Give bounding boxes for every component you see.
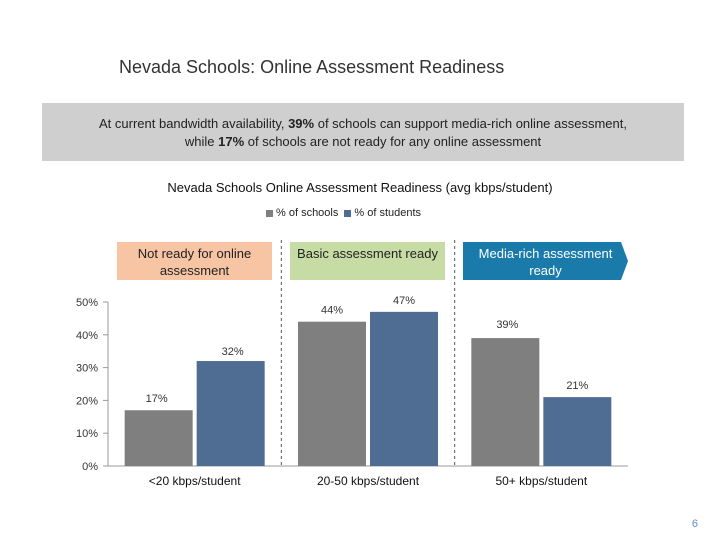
band-not-ready: Not ready for online assessment (117, 242, 272, 280)
bar-students (543, 397, 611, 466)
slide-title: Nevada Schools: Online Assessment Readiness (119, 57, 505, 77)
bar-value-label: 32% (221, 346, 244, 359)
bar-students (370, 312, 438, 466)
callout-highlight: 39% (288, 116, 315, 131)
y-tick-label: 20% (75, 395, 98, 408)
bar-schools (298, 322, 366, 466)
bar-value-label: 44% (320, 304, 344, 317)
legend-label-schools: % of schools (276, 207, 339, 219)
callout-text: of schools can support media-rich online assessment, (314, 116, 627, 131)
callout-highlight: 17% (218, 134, 245, 149)
bar-value-label: 39% (496, 319, 519, 332)
bar-value-label: 21% (566, 380, 589, 393)
callout-text: of schools are not ready for any online assessment (244, 134, 542, 149)
y-tick-label: 10% (75, 428, 98, 441)
bar-schools (471, 338, 539, 466)
bar-schools (125, 410, 193, 466)
chart-title: Nevada Schools Online Assessment Readiness (avg kbps/student) (167, 180, 553, 195)
x-category-label: <20 kbps/student (148, 474, 241, 488)
y-tick-label: 40% (75, 329, 98, 342)
y-tick-label: 30% (75, 362, 98, 375)
y-tick-label: 0% (82, 461, 98, 473)
x-category-label: 20-50 kbps/student (316, 474, 420, 488)
callout-text: At current bandwidth availability, (99, 116, 289, 131)
bar-value-label: 17% (145, 393, 168, 406)
band-basic-ready: Basic assessment ready (290, 242, 445, 280)
legend-label-students: % of students (354, 207, 422, 219)
x-category-label: 50+ kbps/student (495, 474, 588, 488)
y-tick-label: 50% (75, 297, 98, 309)
band-media-rich-label: Media-rich assessment ready (478, 246, 613, 278)
callout-text: while (184, 134, 219, 149)
bar-students (197, 361, 265, 466)
bar-value-label: 47% (392, 294, 416, 307)
page-number: 6 (691, 518, 698, 530)
